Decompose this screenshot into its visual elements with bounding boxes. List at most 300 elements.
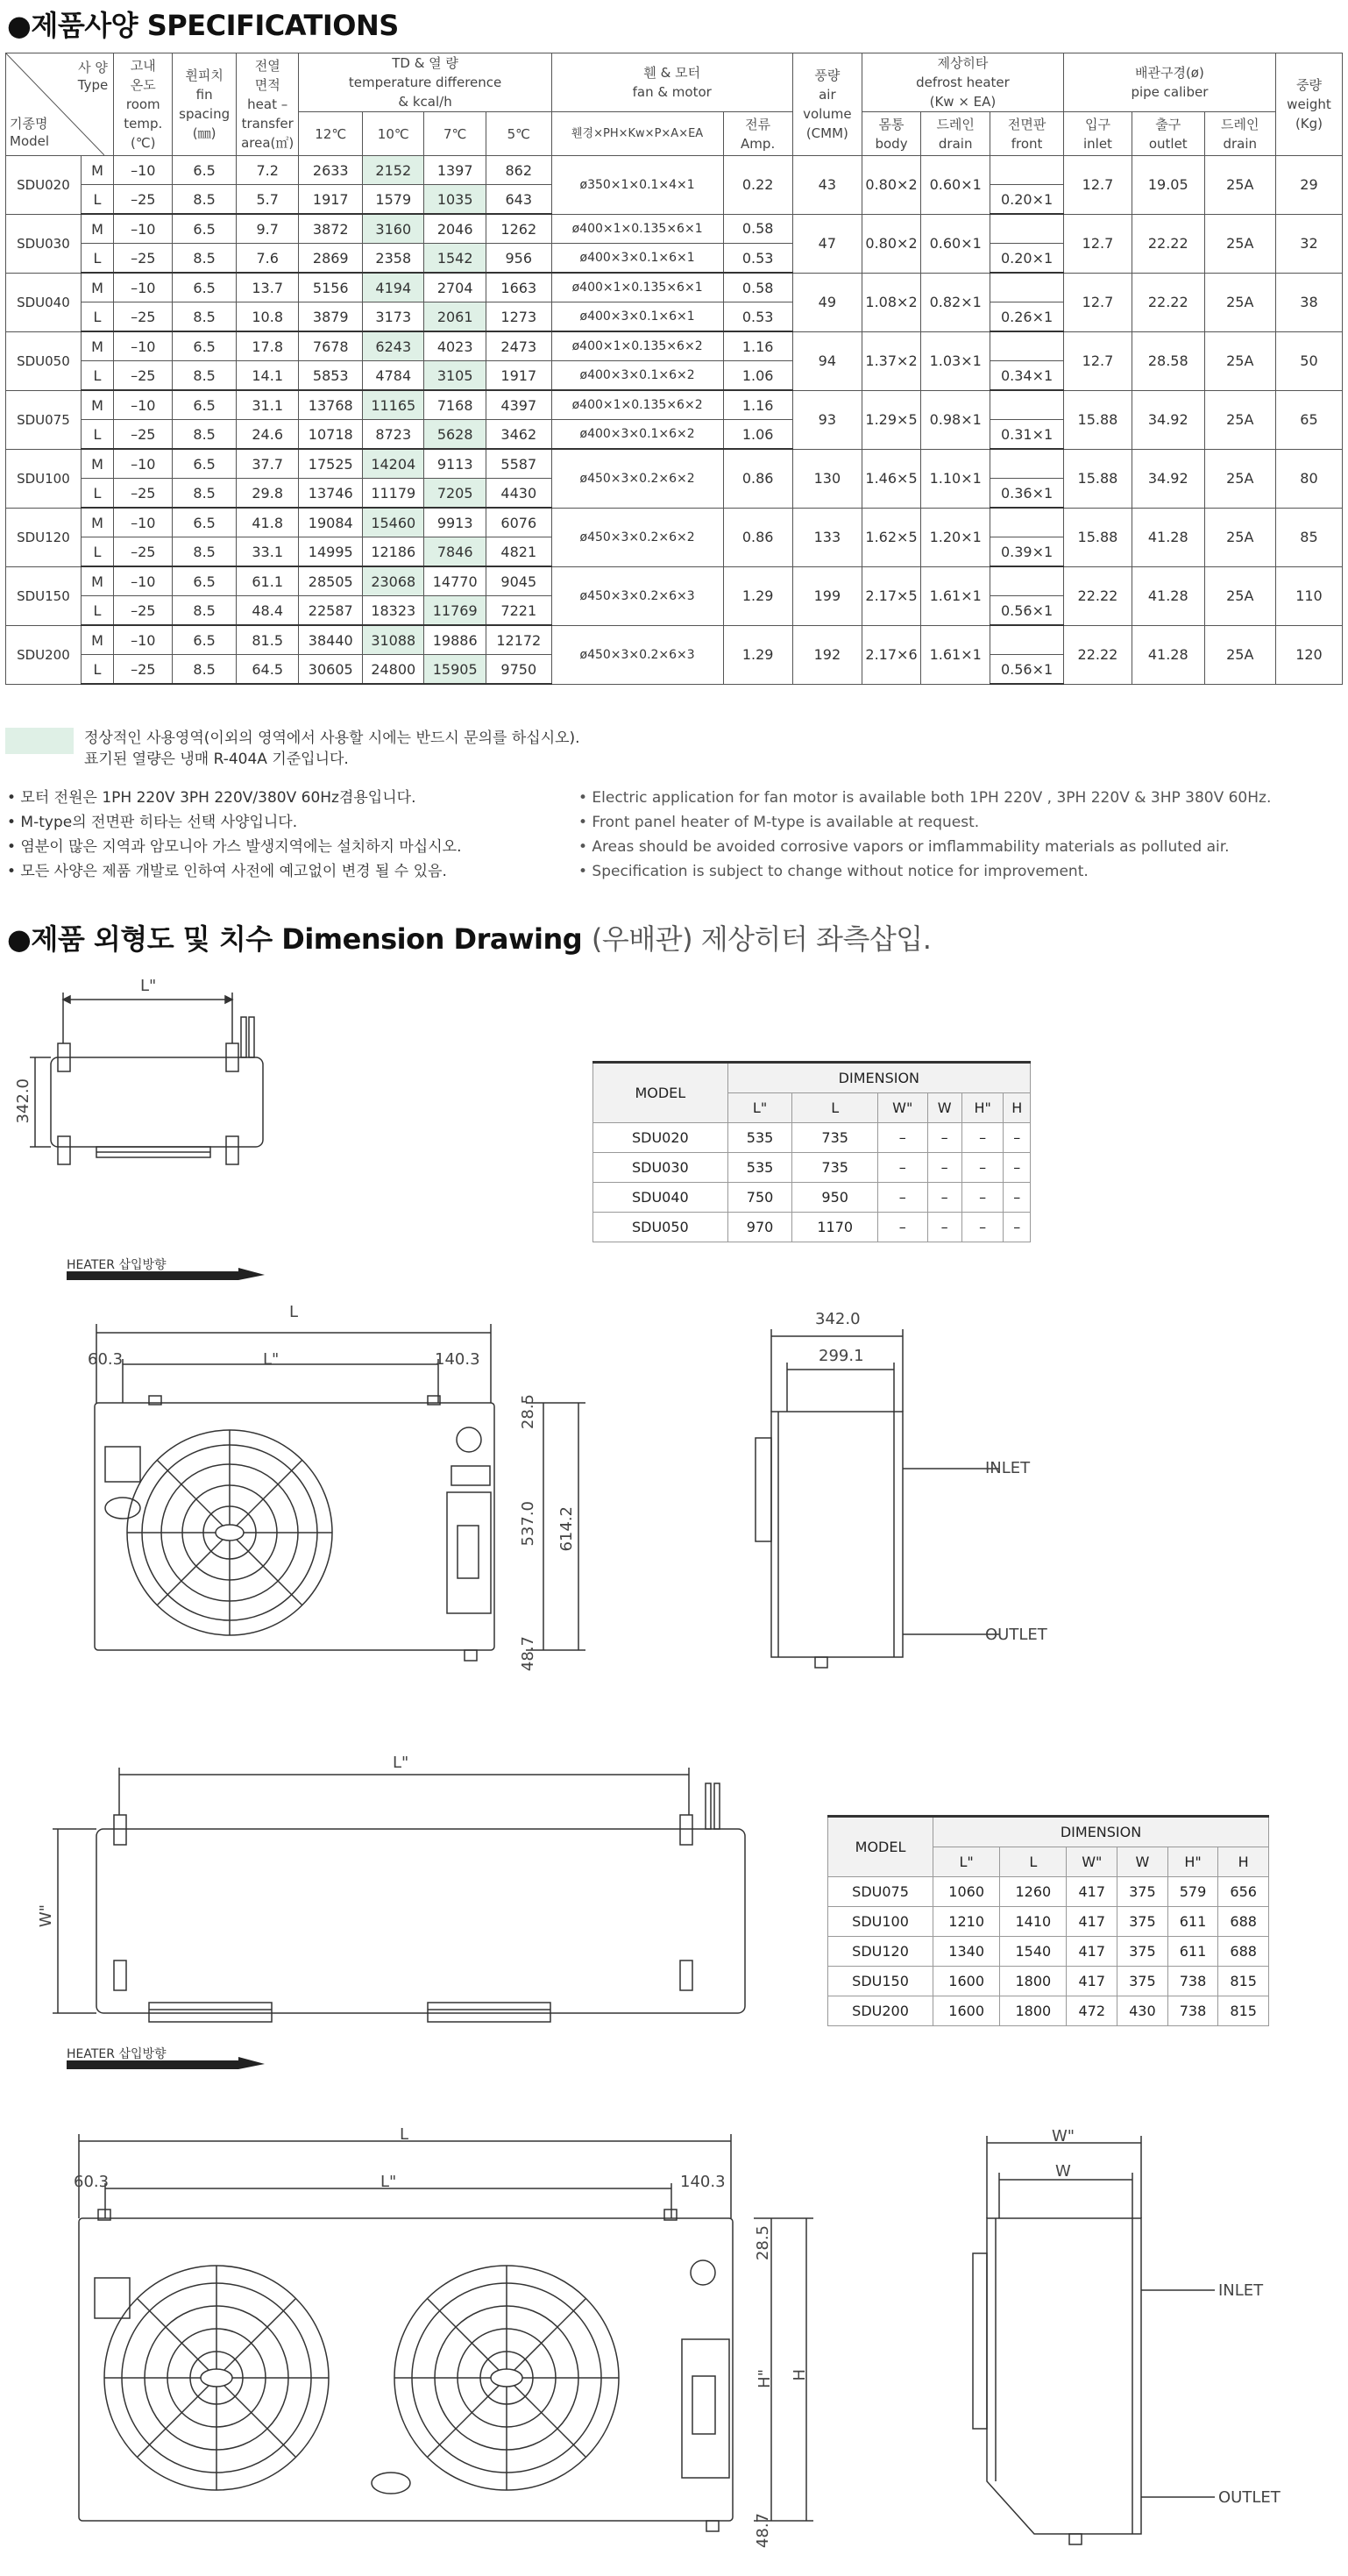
fin-spacing-cell: 6.5 — [173, 508, 237, 537]
air-volume-cell: 49 — [792, 273, 862, 331]
room-temp-cell: –25 — [114, 361, 173, 391]
td-value-cell: 3879 — [299, 302, 363, 332]
inlet-label-2: INLET — [1218, 2281, 1264, 2300]
room-temp-cell: –10 — [114, 508, 173, 537]
td-value-cell: 28505 — [299, 566, 363, 596]
fin-spacing-cell: 8.5 — [173, 420, 237, 450]
pipe-outlet-cell: 34.92 — [1132, 390, 1205, 449]
dim-cell: 417 — [1067, 1967, 1117, 1996]
td-value-cell: 1397 — [424, 156, 486, 185]
dim-head-model: MODEL — [593, 1063, 728, 1123]
defrost-body-cell: 1.62×5 — [862, 508, 920, 566]
header-fan-motor: 휀 & 모터 fan & motor — [551, 53, 792, 112]
weight-cell: 120 — [1275, 625, 1342, 684]
dim-head-col: H" — [1167, 1847, 1218, 1877]
dim-cell: 738 — [1167, 1967, 1218, 1996]
dim-cell: – — [1004, 1123, 1031, 1153]
dim-cell: – — [877, 1183, 927, 1213]
dimension-table-1 — [592, 1061, 1031, 1242]
dim-cell: 579 — [1167, 1877, 1218, 1907]
heat-area-cell: 64.5 — [236, 655, 299, 685]
type-cell: L — [81, 420, 113, 450]
dim-l2-front1: L" — [263, 1350, 280, 1369]
fan-motor-cell: ø400×3×0.1×6×1 — [551, 302, 723, 332]
td-value-cell: 1262 — [486, 214, 551, 244]
fan-motor-cell: ø450×3×0.2×6×2 — [551, 508, 723, 566]
model-name: SDU200 — [6, 625, 82, 684]
dim-cell: – — [1004, 1213, 1031, 1242]
dim-row — [593, 1153, 1031, 1183]
defrost-body-cell: 0.80×2 — [862, 214, 920, 273]
dim-cell: SDU100 — [828, 1907, 933, 1937]
dim-head-col: H — [1004, 1093, 1031, 1123]
dim-cell: SDU075 — [828, 1877, 933, 1907]
defrost-drain-cell: 1.20×1 — [921, 508, 990, 566]
td-value-cell: 2061 — [424, 302, 486, 332]
fin-spacing-cell: 8.5 — [173, 479, 237, 509]
air-volume-cell: 47 — [792, 214, 862, 273]
weight-cell: 80 — [1275, 449, 1342, 508]
td-value-cell: 12172 — [486, 625, 551, 655]
td-value-cell: 23068 — [363, 566, 424, 596]
dim-6142-front1: 614.2 — [557, 1506, 576, 1552]
td-value-cell: 14770 — [424, 566, 486, 596]
fan-motor-cell: ø400×1×0.135×6×2 — [551, 390, 723, 420]
room-temp-cell: –10 — [114, 566, 173, 596]
header-type: 사 양 Type — [77, 60, 109, 93]
defrost-drain-cell: 0.60×1 — [921, 156, 990, 215]
header-pipe-col-1: 출구 outlet — [1132, 112, 1205, 156]
dim-cell: 688 — [1218, 1937, 1269, 1967]
fan-motor-cell: ø450×3×0.2×6×3 — [551, 566, 723, 625]
type-cell: L — [81, 302, 113, 332]
pipe-inlet-cell: 12.7 — [1063, 214, 1132, 273]
dim-cell: 1410 — [1000, 1907, 1067, 1937]
td-value-cell: 2358 — [363, 244, 424, 274]
amp-cell: 1.29 — [723, 625, 792, 684]
amp-cell: 1.06 — [723, 361, 792, 391]
type-cell: L — [81, 479, 113, 509]
defrost-drain-cell: 1.61×1 — [921, 625, 990, 684]
fin-spacing-cell: 8.5 — [173, 361, 237, 391]
td-value-cell: 7168 — [424, 390, 486, 420]
td-value-cell: 9913 — [424, 508, 486, 537]
dim-cell: – — [877, 1213, 927, 1242]
dim-cell: – — [961, 1153, 1004, 1183]
dim-cell: – — [961, 1123, 1004, 1153]
td-value-cell: 3160 — [363, 214, 424, 244]
dim-head-model: MODEL — [828, 1817, 933, 1877]
dim-cell: SDU040 — [593, 1183, 728, 1213]
dim-cell: 970 — [727, 1213, 792, 1242]
room-temp-cell: –10 — [114, 156, 173, 185]
dim-cell: 1340 — [933, 1937, 1000, 1967]
dim-l-front1: L — [289, 1303, 299, 1321]
weight-cell: 32 — [1275, 214, 1342, 273]
td-value-cell: 7221 — [486, 596, 551, 626]
td-value-cell: 30605 — [299, 655, 363, 685]
heat-area-cell: 41.8 — [236, 508, 299, 537]
td-value-cell: 3872 — [299, 214, 363, 244]
pipe-drain-cell: 25A — [1204, 331, 1275, 390]
pipe-outlet-cell: 19.05 — [1132, 156, 1205, 215]
room-temp-cell: –25 — [114, 655, 173, 685]
fan-motor-cell: ø400×1×0.135×6×1 — [551, 273, 723, 302]
dim-cell: 1800 — [1000, 1996, 1067, 2026]
td-value-cell: 15905 — [424, 655, 486, 685]
room-temp-cell: –10 — [114, 214, 173, 244]
dim-cell: 815 — [1218, 1996, 1269, 2026]
dim-l2-front2: L" — [380, 2173, 397, 2191]
dim-cell: – — [927, 1123, 961, 1153]
td-value-cell: 8723 — [363, 420, 424, 450]
heat-area-cell: 13.7 — [236, 273, 299, 302]
td-value-cell: 2704 — [424, 273, 486, 302]
header-td-col-3: 5℃ — [486, 112, 551, 156]
td-value-cell: 24800 — [363, 655, 424, 685]
td-value-cell: 956 — [486, 244, 551, 274]
td-value-cell: 1542 — [424, 244, 486, 274]
room-temp-cell: –25 — [114, 596, 173, 626]
td-value-cell: 1917 — [299, 185, 363, 215]
defrost-front-empty — [990, 625, 1064, 655]
room-temp-cell: –25 — [114, 244, 173, 274]
air-volume-cell: 93 — [792, 390, 862, 449]
dim-cell: 375 — [1117, 1937, 1168, 1967]
pipe-drain-cell: 25A — [1204, 449, 1275, 508]
dim-head-dimension: DIMENSION — [727, 1063, 1030, 1093]
model-name: SDU100 — [6, 449, 82, 508]
td-value-cell: 17525 — [299, 449, 363, 479]
defrost-front-empty — [990, 214, 1064, 244]
defrost-body-cell: 0.80×2 — [862, 156, 920, 215]
dim-head-col: W — [1117, 1847, 1168, 1877]
type-cell: L — [81, 185, 113, 215]
model-name: SDU030 — [6, 214, 82, 273]
spec-row — [6, 625, 1343, 655]
pipe-outlet-cell: 34.92 — [1132, 449, 1205, 508]
td-value-cell: 7678 — [299, 331, 363, 361]
td-value-cell: 7846 — [424, 537, 486, 567]
dim-row — [828, 1937, 1269, 1967]
amp-cell: 0.86 — [723, 508, 792, 566]
heat-area-cell: 81.5 — [236, 625, 299, 655]
fin-spacing-cell: 6.5 — [173, 273, 237, 302]
weight-cell: 85 — [1275, 508, 1342, 566]
dim-1403-front2: 140.3 — [680, 2173, 726, 2191]
defrost-front-cell: 0.34×1 — [990, 361, 1064, 391]
td-value-cell: 7205 — [424, 479, 486, 509]
pipe-outlet-cell: 41.28 — [1132, 508, 1205, 566]
air-volume-cell: 94 — [792, 331, 862, 390]
td-value-cell: 1273 — [486, 302, 551, 332]
type-cell: L — [81, 244, 113, 274]
spec-row — [6, 156, 1343, 185]
header-type-model — [6, 53, 114, 156]
fin-spacing-cell: 6.5 — [173, 449, 237, 479]
room-temp-cell: –25 — [114, 420, 173, 450]
dim-cell: 1540 — [1000, 1937, 1067, 1967]
dim-2991-side1: 299.1 — [819, 1347, 864, 1365]
legend-text-2: 표기된 열량은 냉매 R-404A 기준입니다. — [84, 751, 349, 768]
defrost-front-empty — [990, 566, 1064, 596]
fin-spacing-cell: 6.5 — [173, 566, 237, 596]
top-view-large-unit — [0, 1754, 789, 2043]
defrost-front-empty — [990, 273, 1064, 302]
heat-area-cell: 10.8 — [236, 302, 299, 332]
dim-w-side2: W — [1055, 2162, 1071, 2181]
dim-head-col: W" — [1067, 1847, 1117, 1877]
fan-motor-cell: ø350×1×0.1×4×1 — [551, 156, 723, 215]
dim-cell: SDU200 — [828, 1996, 933, 2026]
room-temp-cell: –10 — [114, 449, 173, 479]
pipe-inlet-cell: 15.88 — [1063, 390, 1132, 449]
dim-cell: 1800 — [1000, 1967, 1067, 1996]
td-value-cell: 2046 — [424, 214, 486, 244]
spec-row — [6, 331, 1343, 361]
top-view-small-unit — [0, 973, 526, 1236]
dim-head-col: L" — [933, 1847, 1000, 1877]
dim-cell: SDU050 — [593, 1213, 728, 1242]
defrost-drain-cell: 0.82×1 — [921, 273, 990, 331]
td-value-cell: 6243 — [363, 331, 424, 361]
legend-text-1: 정상적인 사용영역(이외의 영역에서 사용할 시에는 반드시 문의를 하십시오). — [84, 729, 580, 747]
note-en-line: • Specification is subject to change without notice for improvement. — [578, 863, 1089, 880]
type-cell: M — [81, 449, 113, 479]
td-value-cell: 3462 — [486, 420, 551, 450]
dim-head-col: W — [927, 1093, 961, 1123]
dim-head-col: H" — [961, 1093, 1004, 1123]
fin-spacing-cell: 8.5 — [173, 655, 237, 685]
dim-cell: – — [1004, 1153, 1031, 1183]
dim-row — [828, 1996, 1269, 2026]
amp-cell: 1.06 — [723, 420, 792, 450]
fin-spacing-cell: 6.5 — [173, 331, 237, 361]
dim-cell: 1210 — [933, 1907, 1000, 1937]
dim-head-dimension: DIMENSION — [933, 1817, 1269, 1847]
type-cell: M — [81, 625, 113, 655]
defrost-drain-cell: 0.60×1 — [921, 214, 990, 273]
dimension-table-2 — [827, 1815, 1269, 2026]
dim-cell: 611 — [1167, 1907, 1218, 1937]
pipe-inlet-cell: 22.22 — [1063, 625, 1132, 684]
model-name: SDU040 — [6, 273, 82, 331]
heat-area-cell: 33.1 — [236, 537, 299, 567]
defrost-front-empty — [990, 156, 1064, 185]
amp-cell: 0.58 — [723, 214, 792, 244]
dim-cell: 472 — [1067, 1996, 1117, 2026]
type-cell: M — [81, 156, 113, 185]
fan-motor-cell: ø400×3×0.1×6×2 — [551, 361, 723, 391]
dim-537-front1: 537.0 — [519, 1501, 537, 1547]
heat-area-cell: 37.7 — [236, 449, 299, 479]
pipe-outlet-cell: 41.28 — [1132, 625, 1205, 684]
spec-row — [6, 273, 1343, 302]
defrost-front-cell: 0.36×1 — [990, 479, 1064, 509]
defrost-front-empty — [990, 331, 1064, 361]
type-cell: M — [81, 273, 113, 302]
dim-cell: 735 — [792, 1153, 878, 1183]
pipe-drain-cell: 25A — [1204, 214, 1275, 273]
amp-cell: 0.22 — [723, 156, 792, 215]
header-weight: 중량 weight (Kg) — [1275, 53, 1342, 156]
pipe-inlet-cell: 22.22 — [1063, 566, 1132, 625]
heat-area-cell: 5.7 — [236, 185, 299, 215]
dim-cell: – — [877, 1153, 927, 1183]
spec-row — [6, 508, 1343, 537]
dim-cell: 1600 — [933, 1967, 1000, 1996]
air-volume-cell: 130 — [792, 449, 862, 508]
amp-cell: 0.58 — [723, 273, 792, 302]
outlet-label-2: OUTLET — [1218, 2488, 1281, 2507]
pipe-outlet-cell: 28.58 — [1132, 331, 1205, 390]
pipe-drain-cell: 25A — [1204, 273, 1275, 331]
dim-1403-front1: 140.3 — [435, 1350, 480, 1369]
pipe-outlet-cell: 22.22 — [1132, 214, 1205, 273]
td-value-cell: 9113 — [424, 449, 486, 479]
dim-head-col: W" — [877, 1093, 927, 1123]
td-value-cell: 1579 — [363, 185, 424, 215]
dim-603-front2: 60.3 — [74, 2173, 110, 2191]
spec-title: ●제품사양 SPECIFICATIONS — [7, 9, 399, 42]
td-value-cell: 5628 — [424, 420, 486, 450]
type-cell: M — [81, 508, 113, 537]
td-value-cell: 2633 — [299, 156, 363, 185]
dim-l-front2: L — [400, 2125, 409, 2144]
fan-motor-cell: ø400×3×0.1×6×1 — [551, 244, 723, 274]
defrost-body-cell: 1.37×2 — [862, 331, 920, 390]
dim-head-col: L — [792, 1093, 878, 1123]
notes-korean — [7, 786, 568, 884]
heat-area-cell: 7.6 — [236, 244, 299, 274]
model-name: SDU075 — [6, 390, 82, 449]
header-td-col-1: 10℃ — [363, 112, 424, 156]
header-td-col-2: 7℃ — [424, 112, 486, 156]
dim-cell: 735 — [792, 1123, 878, 1153]
td-value-cell: 3173 — [363, 302, 424, 332]
dim-cell: 1060 — [933, 1877, 1000, 1907]
heat-area-cell: 7.2 — [236, 156, 299, 185]
note-en-line: • Electric application for fan motor is available both 1PH 220V , 3PH 220V & 3HP 380V 60Hz. — [578, 789, 1272, 807]
fin-spacing-cell: 8.5 — [173, 302, 237, 332]
air-volume-cell: 133 — [792, 508, 862, 566]
defrost-front-cell: 0.26×1 — [990, 302, 1064, 332]
dim-cell: 417 — [1067, 1907, 1117, 1937]
fin-spacing-cell: 6.5 — [173, 390, 237, 420]
dim-l2-top2: L" — [393, 1754, 409, 1772]
pipe-outlet-cell: 22.22 — [1132, 273, 1205, 331]
pipe-outlet-cell: 41.28 — [1132, 566, 1205, 625]
note-ko-line: • 모터 전원은 1PH 220V 3PH 220V/380V 60Hz겸용입니다. — [7, 789, 416, 807]
td-value-cell: 18323 — [363, 596, 424, 626]
dim-l2-top1: L" — [140, 977, 157, 995]
dim-cell: 417 — [1067, 1877, 1117, 1907]
dim-head-col: H — [1218, 1847, 1269, 1877]
dim-row — [593, 1183, 1031, 1213]
model-name: SDU150 — [6, 566, 82, 625]
room-temp-cell: –25 — [114, 479, 173, 509]
td-value-cell: 4821 — [486, 537, 551, 567]
dim-head-col: L" — [727, 1093, 792, 1123]
header-pipe-col-2: 드레인 drain — [1204, 112, 1275, 156]
fin-spacing-cell: 6.5 — [173, 214, 237, 244]
header-fin-spacing: 휜피치 fin spacing (㎜) — [173, 53, 237, 156]
defrost-body-cell: 1.08×2 — [862, 273, 920, 331]
amp-cell: 0.86 — [723, 449, 792, 508]
defrost-front-cell: 0.39×1 — [990, 537, 1064, 567]
td-value-cell: 643 — [486, 185, 551, 215]
header-defrost-heater: 제상히타 defrost heater (Kw × EA) — [862, 53, 1063, 112]
model-name: SDU020 — [6, 156, 82, 215]
spec-row — [6, 214, 1343, 244]
td-value-cell: 4397 — [486, 390, 551, 420]
fan-motor-cell: ø400×1×0.135×6×1 — [551, 214, 723, 244]
td-value-cell: 4430 — [486, 479, 551, 509]
dim-cell: 1260 — [1000, 1877, 1067, 1907]
dim-cell: 738 — [1167, 1996, 1218, 2026]
dim-cell: 375 — [1117, 1907, 1168, 1937]
pipe-drain-cell: 25A — [1204, 625, 1275, 684]
td-value-cell: 11165 — [363, 390, 424, 420]
dim-cell: – — [927, 1153, 961, 1183]
type-cell: L — [81, 596, 113, 626]
fin-spacing-cell: 8.5 — [173, 537, 237, 567]
dim-285-front1: 28.5 — [519, 1394, 537, 1430]
dim-cell: 688 — [1218, 1907, 1269, 1937]
dim-487-front1: 48.7 — [519, 1636, 537, 1672]
pipe-inlet-cell: 15.88 — [1063, 508, 1132, 566]
td-value-cell: 38440 — [299, 625, 363, 655]
heater-label-1: HEATER 삽입방향 — [67, 1258, 167, 1272]
fin-spacing-cell: 6.5 — [173, 156, 237, 185]
defrost-body-cell: 1.46×5 — [862, 449, 920, 508]
defrost-front-empty — [990, 390, 1064, 420]
note-ko-line: • 모든 사양은 제품 개발로 인하여 사전에 예고없이 변경 될 수 있음. — [7, 863, 447, 880]
td-value-cell: 13746 — [299, 479, 363, 509]
dim-cell: 611 — [1167, 1937, 1218, 1967]
spec-table — [5, 53, 1343, 685]
td-value-cell: 6076 — [486, 508, 551, 537]
type-cell: M — [81, 390, 113, 420]
header-air-volume: 풍량 air volume (CMM) — [792, 53, 862, 156]
outlet-label-1: OUTLET — [985, 1626, 1047, 1644]
td-value-cell: 3105 — [424, 361, 486, 391]
header-pipe-caliber: 배관구경(ø) pipe caliber — [1063, 53, 1275, 112]
pipe-inlet-cell: 15.88 — [1063, 449, 1132, 508]
dim-cell: 950 — [792, 1183, 878, 1213]
heat-area-cell: 29.8 — [236, 479, 299, 509]
model-name: SDU050 — [6, 331, 82, 390]
fan-motor-cell: ø450×3×0.2×6×3 — [551, 625, 723, 684]
amp-cell: 1.29 — [723, 566, 792, 625]
weight-cell: 29 — [1275, 156, 1342, 215]
note-en-line: • Areas should be avoided corrosive vapors or imflammability materials as polluted air. — [578, 838, 1230, 856]
td-value-cell: 9750 — [486, 655, 551, 685]
dim-row — [593, 1213, 1031, 1242]
td-value-cell: 19084 — [299, 508, 363, 537]
td-value-cell: 12186 — [363, 537, 424, 567]
dim-cell: 375 — [1117, 1877, 1168, 1907]
td-value-cell: 2869 — [299, 244, 363, 274]
dim-cell: – — [927, 1213, 961, 1242]
type-cell: M — [81, 566, 113, 596]
td-value-cell: 5156 — [299, 273, 363, 302]
td-value-cell: 11769 — [424, 596, 486, 626]
td-value-cell: 862 — [486, 156, 551, 185]
dim-cell: – — [961, 1183, 1004, 1213]
pipe-inlet-cell: 12.7 — [1063, 331, 1132, 390]
dim-row — [828, 1907, 1269, 1937]
